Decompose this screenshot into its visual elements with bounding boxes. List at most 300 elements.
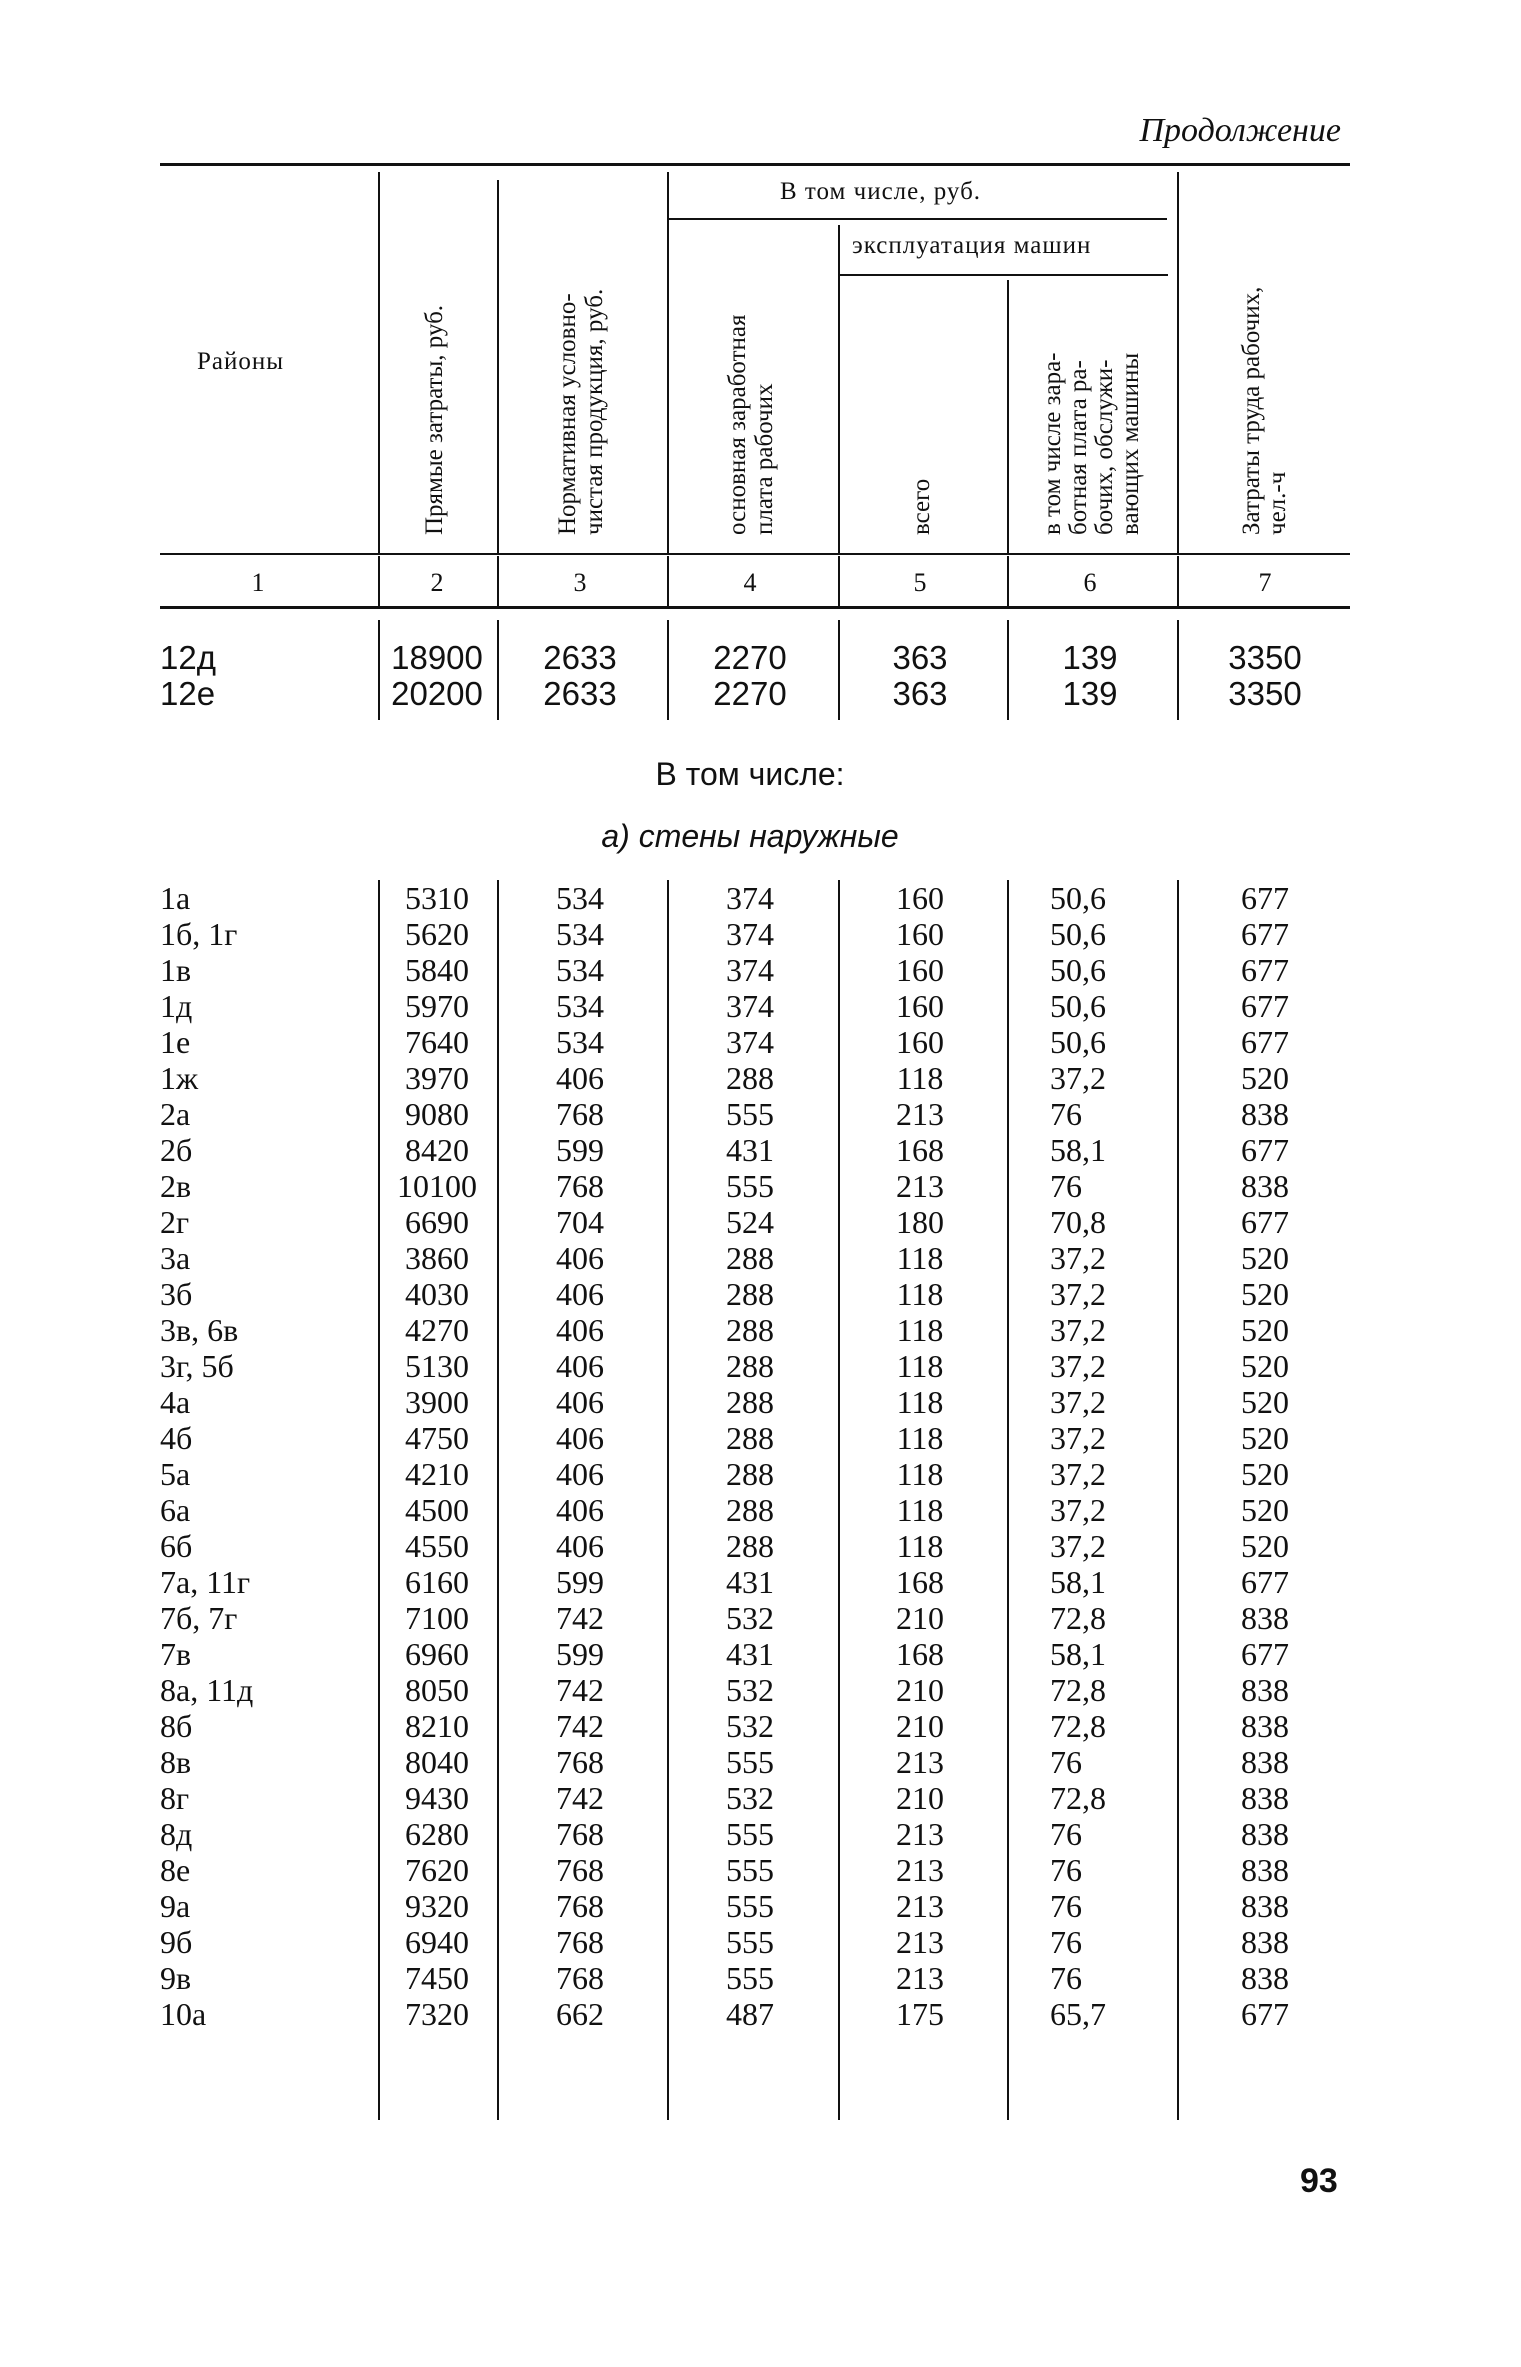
page-number: 93 (1300, 2162, 1338, 2200)
value-cell: 3860 (405, 1240, 469, 1276)
value-cell: 838 (1241, 1600, 1289, 1636)
value-cell: 76 (1050, 1096, 1082, 1132)
value-cell: 3970 (405, 1060, 469, 1096)
value-cell: 5620 (405, 916, 469, 952)
value-cell: 406 (556, 1240, 604, 1276)
value-cell: 168 (896, 1132, 944, 1168)
value-cell: 288 (726, 1456, 774, 1492)
value-cell: 72,8 (1050, 1780, 1106, 1816)
value-cell: 168 (896, 1564, 944, 1600)
table-row (0, 1420, 1521, 1456)
value-cell: 742 (556, 1672, 604, 1708)
value-cell: 677 (1241, 916, 1289, 952)
value-cell: 37,2 (1050, 1348, 1106, 1384)
table-row (0, 1600, 1521, 1636)
value-cell: 677 (1241, 988, 1289, 1024)
value-cell: 175 (896, 1996, 944, 2032)
value-cell: 406 (556, 1384, 604, 1420)
region-cell: 7в (160, 1636, 192, 1672)
value-cell: 520 (1241, 1384, 1289, 1420)
region-cell: 3б (160, 1276, 193, 1312)
value-cell: 2633 (543, 639, 617, 676)
value-cell: 2633 (543, 675, 617, 712)
header-divider (378, 172, 380, 554)
value-cell: 520 (1241, 1312, 1289, 1348)
table-row (0, 1060, 1521, 1096)
value-cell: 555 (726, 1852, 774, 1888)
subsection-title: а) стены наружные (601, 818, 899, 854)
value-cell: 677 (1241, 1024, 1289, 1060)
value-cell: 768 (556, 1888, 604, 1924)
column-number: 5 (913, 568, 927, 597)
region-cell: 1е (160, 1024, 191, 1060)
value-cell: 534 (556, 952, 604, 988)
header-divider (1007, 280, 1009, 554)
header-direct-costs: Прямые затраты, руб. (421, 304, 448, 535)
value-cell: 704 (556, 1204, 604, 1240)
value-cell: 6160 (405, 1564, 469, 1600)
header-bottom-rule (160, 553, 1350, 555)
value-cell: 118 (896, 1384, 944, 1420)
value-cell: 4270 (405, 1312, 469, 1348)
value-cell: 118 (896, 1492, 944, 1528)
value-cell: 139 (1062, 639, 1118, 676)
region-cell: 1д (160, 988, 193, 1024)
value-cell: 5130 (405, 1348, 469, 1384)
region-cell: 2а (160, 1096, 191, 1132)
region-cell: 9б (160, 1924, 193, 1960)
value-cell: 4550 (405, 1528, 469, 1564)
value-cell: 7640 (405, 1024, 469, 1060)
value-cell: 742 (556, 1780, 604, 1816)
value-cell: 8050 (405, 1672, 469, 1708)
region-cell: 9в (160, 1960, 192, 1996)
value-cell: 431 (726, 1132, 774, 1168)
header-machine-wage-3: бочих, обслужи- (1091, 359, 1118, 535)
number-row-divider (378, 556, 380, 606)
column-number: 1 (251, 568, 265, 597)
value-cell: 6690 (405, 1204, 469, 1240)
value-cell: 406 (556, 1276, 604, 1312)
value-cell: 532 (726, 1708, 774, 1744)
value-cell: 4750 (405, 1420, 469, 1456)
value-cell: 37,2 (1050, 1276, 1106, 1312)
number-row-divider (1177, 556, 1179, 606)
value-cell: 768 (556, 1924, 604, 1960)
value-cell: 10100 (397, 1168, 477, 1204)
number-row-rule (160, 606, 1350, 609)
value-cell: 677 (1241, 880, 1289, 916)
value-cell: 6280 (405, 1816, 469, 1852)
table-row (0, 916, 1521, 952)
value-cell: 555 (726, 1168, 774, 1204)
value-cell: 37,2 (1050, 1492, 1106, 1528)
value-cell: 213 (896, 1744, 944, 1780)
value-cell: 50,6 (1050, 952, 1106, 988)
value-cell: 555 (726, 1096, 774, 1132)
value-cell: 160 (896, 1024, 944, 1060)
table-row (0, 988, 1521, 1024)
region-cell: 7а, 11г (160, 1564, 251, 1600)
value-cell: 58,1 (1050, 1636, 1106, 1672)
value-cell: 599 (556, 1132, 604, 1168)
region-cell: 2в (160, 1168, 192, 1204)
header-subgroup: эксплуатация машин (852, 232, 1092, 259)
top-rows (0, 640, 1521, 712)
region-cell: 4а (160, 1384, 191, 1420)
region-cell: 1б, 1г (160, 916, 238, 952)
value-cell: 555 (726, 1960, 774, 1996)
header-labor-2: чел.-ч (1264, 471, 1291, 535)
header-group: В том числе, руб. (780, 178, 982, 205)
value-cell: 662 (556, 1996, 604, 2032)
value-cell: 288 (726, 1060, 774, 1096)
value-cell: 288 (726, 1276, 774, 1312)
value-cell: 18900 (391, 639, 483, 676)
value-cell: 406 (556, 1528, 604, 1564)
value-cell: 742 (556, 1600, 604, 1636)
value-cell: 838 (1241, 1096, 1289, 1132)
value-cell: 9430 (405, 1780, 469, 1816)
value-cell: 4210 (405, 1456, 469, 1492)
section-title: В том числе: (655, 756, 845, 792)
region-cell: 12д (160, 639, 216, 676)
value-cell: 431 (726, 1564, 774, 1600)
value-cell: 76 (1050, 1924, 1082, 1960)
value-cell: 210 (896, 1780, 944, 1816)
value-cell: 838 (1241, 1672, 1289, 1708)
value-cell: 213 (896, 1924, 944, 1960)
region-cell: 4б (160, 1420, 193, 1456)
region-cell: 3а (160, 1240, 191, 1276)
region-cell: 8в (160, 1744, 192, 1780)
value-cell: 768 (556, 1096, 604, 1132)
value-cell: 118 (896, 1060, 944, 1096)
value-cell: 838 (1241, 1960, 1289, 1996)
region-cell: 7б, 7г (160, 1600, 238, 1636)
value-cell: 677 (1241, 1636, 1289, 1672)
region-cell: 8а, 11д (160, 1672, 254, 1708)
region-cell: 2г (160, 1204, 190, 1240)
table-row (0, 676, 1521, 712)
value-cell: 534 (556, 880, 604, 916)
value-cell: 5840 (405, 952, 469, 988)
region-cell: 3г, 5б (160, 1348, 234, 1384)
value-cell: 168 (896, 1636, 944, 1672)
value-cell: 838 (1241, 1168, 1289, 1204)
table-row (0, 880, 1521, 916)
value-cell: 65,7 (1050, 1996, 1106, 2032)
value-cell: 5310 (405, 880, 469, 916)
table-row (0, 1312, 1521, 1348)
value-cell: 37,2 (1050, 1240, 1106, 1276)
table-row (0, 1276, 1521, 1312)
header-machine-wage-1: в том числе зара- (1039, 352, 1066, 535)
region-cell: 6а (160, 1492, 191, 1528)
table-row (0, 1852, 1521, 1888)
value-cell: 118 (896, 1240, 944, 1276)
value-cell: 139 (1062, 675, 1118, 712)
value-cell: 288 (726, 1384, 774, 1420)
value-cell: 37,2 (1050, 1312, 1106, 1348)
table-row (0, 1888, 1521, 1924)
value-cell: 288 (726, 1420, 774, 1456)
region-cell: 1а (160, 880, 191, 916)
value-cell: 58,1 (1050, 1564, 1106, 1600)
value-cell: 677 (1241, 952, 1289, 988)
value-cell: 76 (1050, 1888, 1082, 1924)
value-cell: 72,8 (1050, 1672, 1106, 1708)
value-cell: 7450 (405, 1960, 469, 1996)
value-cell: 406 (556, 1420, 604, 1456)
value-cell: 677 (1241, 1564, 1289, 1600)
value-cell: 213 (896, 1960, 944, 1996)
value-cell: 72,8 (1050, 1708, 1106, 1744)
region-cell: 6б (160, 1528, 193, 1564)
value-cell: 374 (726, 988, 774, 1024)
header-normative-product-1: Нормативная условно- (554, 293, 581, 535)
value-cell: 160 (896, 952, 944, 988)
value-cell: 58,1 (1050, 1132, 1106, 1168)
region-cell: 8д (160, 1816, 193, 1852)
value-cell: 118 (896, 1348, 944, 1384)
value-cell: 213 (896, 1888, 944, 1924)
value-cell: 76 (1050, 1816, 1082, 1852)
value-cell: 555 (726, 1888, 774, 1924)
table-row (0, 1996, 1521, 2032)
value-cell: 677 (1241, 1996, 1289, 2032)
value-cell: 76 (1050, 1960, 1082, 1996)
column-number: 2 (430, 568, 444, 597)
value-cell: 374 (726, 916, 774, 952)
value-cell: 520 (1241, 1492, 1289, 1528)
value-cell: 37,2 (1050, 1420, 1106, 1456)
value-cell: 76 (1050, 1852, 1082, 1888)
value-cell: 2270 (713, 675, 787, 712)
value-cell: 288 (726, 1528, 774, 1564)
region-cell: 1в (160, 952, 192, 988)
value-cell: 288 (726, 1492, 774, 1528)
table-row (0, 1816, 1521, 1852)
value-cell: 406 (556, 1492, 604, 1528)
value-cell: 363 (892, 639, 948, 676)
value-cell: 118 (896, 1420, 944, 1456)
value-cell: 520 (1241, 1420, 1289, 1456)
table-row (0, 1204, 1521, 1240)
header-divider (497, 180, 499, 554)
value-cell: 677 (1241, 1132, 1289, 1168)
value-cell: 520 (1241, 1240, 1289, 1276)
value-cell: 838 (1241, 1816, 1289, 1852)
value-cell: 534 (556, 916, 604, 952)
value-cell: 3350 (1228, 639, 1302, 676)
value-cell: 288 (726, 1348, 774, 1384)
region-cell: 12е (160, 675, 216, 712)
region-cell: 9а (160, 1888, 191, 1924)
column-number: 4 (743, 568, 757, 597)
value-cell: 555 (726, 1744, 774, 1780)
region-cell: 8е (160, 1852, 191, 1888)
value-cell: 524 (726, 1204, 774, 1240)
value-cell: 487 (726, 1996, 774, 2032)
value-cell: 363 (892, 675, 948, 712)
value-cell: 213 (896, 1168, 944, 1204)
value-cell: 118 (896, 1312, 944, 1348)
value-cell: 838 (1241, 1852, 1289, 1888)
value-cell: 213 (896, 1852, 944, 1888)
value-cell: 838 (1241, 1744, 1289, 1780)
value-cell: 50,6 (1050, 1024, 1106, 1060)
value-cell: 374 (726, 952, 774, 988)
value-cell: 210 (896, 1600, 944, 1636)
continuation-label: Продолжение (1139, 112, 1341, 149)
value-cell: 9080 (405, 1096, 469, 1132)
header-divider (667, 172, 669, 554)
value-cell: 406 (556, 1312, 604, 1348)
table-row (0, 640, 1521, 676)
value-cell: 213 (896, 1096, 944, 1132)
value-cell: 288 (726, 1240, 774, 1276)
value-cell: 406 (556, 1456, 604, 1492)
value-cell: 838 (1241, 1888, 1289, 1924)
value-cell: 160 (896, 988, 944, 1024)
region-cell: 10а (160, 1996, 207, 2032)
value-cell: 838 (1241, 1708, 1289, 1744)
value-cell: 160 (896, 880, 944, 916)
value-cell: 431 (726, 1636, 774, 1672)
value-cell: 768 (556, 1744, 604, 1780)
value-cell: 37,2 (1050, 1384, 1106, 1420)
value-cell: 520 (1241, 1060, 1289, 1096)
table-row (0, 1564, 1521, 1600)
table-row (0, 1744, 1521, 1780)
value-cell: 37,2 (1050, 1060, 1106, 1096)
value-cell: 7620 (405, 1852, 469, 1888)
value-cell: 520 (1241, 1528, 1289, 1564)
value-cell: 768 (556, 1960, 604, 1996)
value-cell: 838 (1241, 1924, 1289, 1960)
value-cell: 210 (896, 1672, 944, 1708)
header-normative-product-2: чистая продукция, руб. (581, 288, 608, 535)
table-row (0, 1672, 1521, 1708)
table-row (0, 1708, 1521, 1744)
region-cell: 2б (160, 1132, 193, 1168)
value-cell: 520 (1241, 1456, 1289, 1492)
value-cell: 50,6 (1050, 988, 1106, 1024)
value-cell: 768 (556, 1168, 604, 1204)
value-cell: 599 (556, 1564, 604, 1600)
value-cell: 838 (1241, 1780, 1289, 1816)
value-cell: 37,2 (1050, 1528, 1106, 1564)
value-cell: 768 (556, 1816, 604, 1852)
value-cell: 50,6 (1050, 916, 1106, 952)
subgroup-rule (838, 274, 1168, 276)
value-cell: 532 (726, 1780, 774, 1816)
column-number: 3 (573, 568, 587, 597)
value-cell: 2270 (713, 639, 787, 676)
value-cell: 288 (726, 1312, 774, 1348)
value-cell: 50,6 (1050, 880, 1106, 916)
value-cell: 406 (556, 1060, 604, 1096)
table-row (0, 1348, 1521, 1384)
value-cell: 76 (1050, 1744, 1082, 1780)
value-cell: 7320 (405, 1996, 469, 2032)
table-row (0, 1636, 1521, 1672)
table-row (0, 1132, 1521, 1168)
region-cell: 3в, 6в (160, 1312, 239, 1348)
table-row (0, 1024, 1521, 1060)
region-cell: 5а (160, 1456, 191, 1492)
number-row-divider (1007, 556, 1009, 606)
table-row (0, 1924, 1521, 1960)
value-cell: 3350 (1228, 675, 1302, 712)
value-cell: 520 (1241, 1348, 1289, 1384)
value-cell: 677 (1241, 1204, 1289, 1240)
number-row-divider (667, 556, 669, 606)
header-machine-wage-4: вающих машины (1117, 352, 1144, 535)
value-cell: 532 (726, 1600, 774, 1636)
value-cell: 768 (556, 1852, 604, 1888)
data-rows (0, 880, 1521, 2032)
table-row (0, 1780, 1521, 1816)
column-number: 7 (1258, 568, 1272, 597)
header-base-wage-2: плата рабочих (751, 383, 778, 535)
value-cell: 406 (556, 1348, 604, 1384)
number-row-divider (497, 556, 499, 606)
header-labor-1: Затраты труда рабочих, (1238, 286, 1265, 535)
value-cell: 210 (896, 1708, 944, 1744)
header-machine-wage-2: ботная плата ра- (1065, 360, 1092, 535)
value-cell: 4500 (405, 1492, 469, 1528)
value-cell: 3900 (405, 1384, 469, 1420)
value-cell: 555 (726, 1816, 774, 1852)
header-total: всего (908, 478, 935, 535)
group-rule (667, 218, 1167, 220)
value-cell: 8420 (405, 1132, 469, 1168)
value-cell: 72,8 (1050, 1600, 1106, 1636)
value-cell: 118 (896, 1528, 944, 1564)
table-row (0, 1456, 1521, 1492)
value-cell: 37,2 (1050, 1456, 1106, 1492)
value-cell: 118 (896, 1276, 944, 1312)
header-regions: Районы (197, 348, 285, 375)
value-cell: 6940 (405, 1924, 469, 1960)
value-cell: 9320 (405, 1888, 469, 1924)
value-cell: 599 (556, 1636, 604, 1672)
value-cell: 76 (1050, 1168, 1082, 1204)
value-cell: 7100 (405, 1600, 469, 1636)
value-cell: 374 (726, 880, 774, 916)
value-cell: 8040 (405, 1744, 469, 1780)
value-cell: 160 (896, 916, 944, 952)
region-cell: 8г (160, 1780, 190, 1816)
value-cell: 213 (896, 1816, 944, 1852)
value-cell: 118 (896, 1456, 944, 1492)
value-cell: 8210 (405, 1708, 469, 1744)
table-top-rule (160, 163, 1350, 166)
number-row-divider (838, 556, 840, 606)
region-cell: 8б (160, 1708, 193, 1744)
value-cell: 532 (726, 1672, 774, 1708)
value-cell: 374 (726, 1024, 774, 1060)
value-cell: 5970 (405, 988, 469, 1024)
table-row (0, 1240, 1521, 1276)
table-row (0, 1096, 1521, 1132)
value-cell: 520 (1241, 1276, 1289, 1312)
value-cell: 70,8 (1050, 1204, 1106, 1240)
table-row (0, 1528, 1521, 1564)
value-cell: 534 (556, 1024, 604, 1060)
